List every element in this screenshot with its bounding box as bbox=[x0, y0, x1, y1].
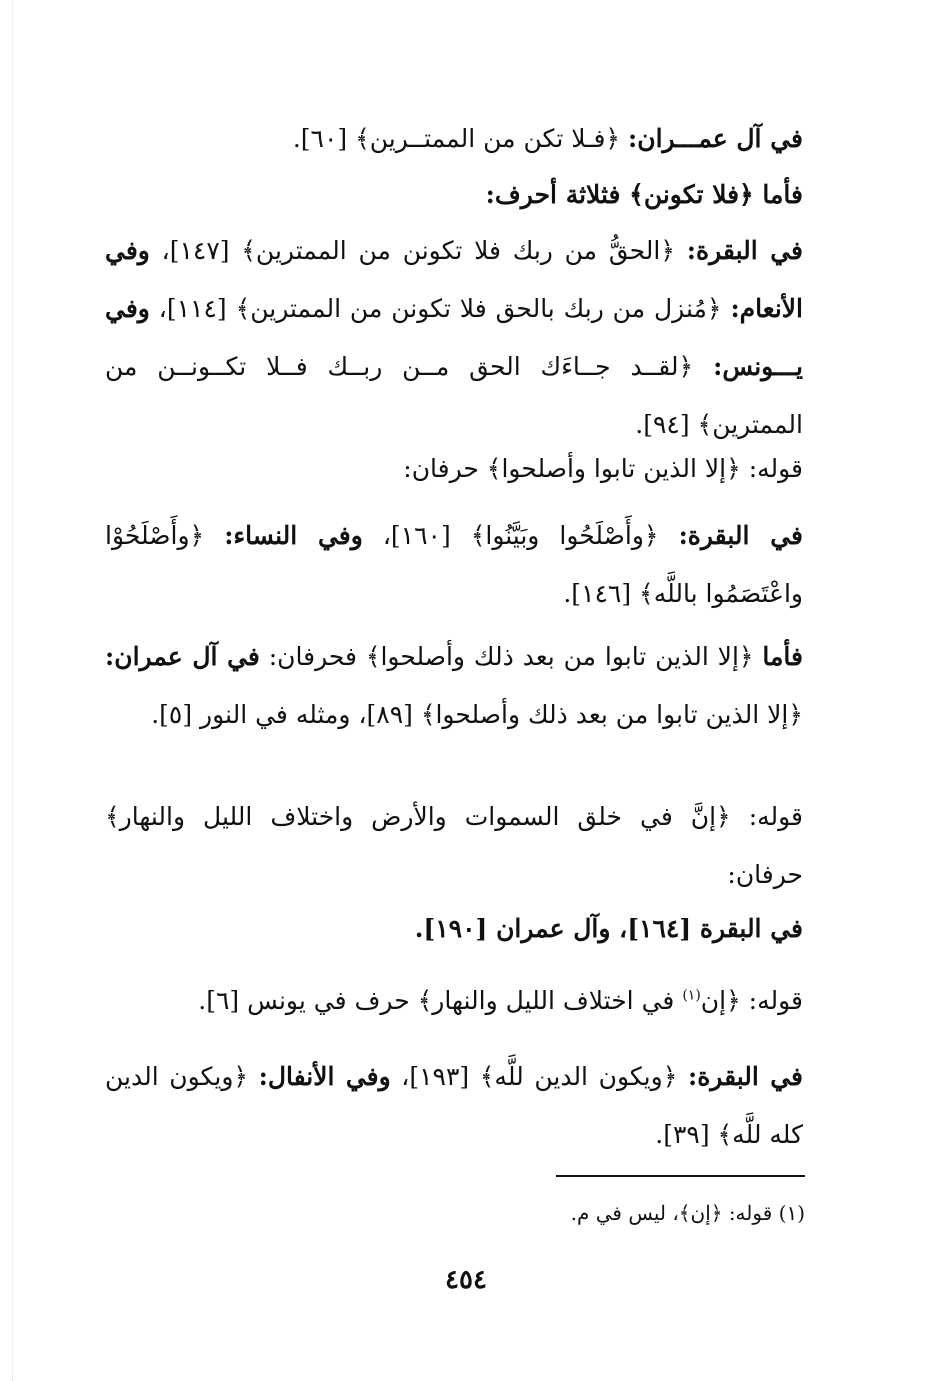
footnote: (١) قوله: ﴿إن﴾، ليس في م. bbox=[570, 1201, 805, 1225]
paragraph-3-lead2: وفي الأنعام: bbox=[105, 236, 803, 323]
paragraph-5-text: ﴿وأَصْلَحُوا وبَيَّنُوا﴾ [١٦٠]، bbox=[362, 521, 679, 550]
paragraph-5-lead: في البقرة: bbox=[678, 521, 803, 550]
paragraph-6-text: ﴿إلا الذين تابوا من بعد ذلك وأصلحوا﴾ فحرفان: bbox=[259, 642, 763, 671]
paragraph-6-lead2: في آل عمران: bbox=[105, 642, 260, 671]
paragraph-1-text: ﴿فـلا تكن من الممتــرين﴾ [٦٠]. bbox=[292, 124, 629, 153]
paragraph-3-text3: ﴿لقــد جــاءَك الحق مــن ربــك فــلا تكــونــن من الممترين﴾ [٩٤]. bbox=[105, 352, 803, 439]
paragraph-10-text2: ﴿ويكون الدين كله للَّه﴾ [٣٩]. bbox=[105, 1062, 803, 1149]
paragraph-9-text-after: في اختلاف الليل والنهار﴾ حرف في يونس [٦]. bbox=[198, 986, 683, 1015]
paragraph-1 bbox=[105, 110, 803, 168]
paragraph-9 bbox=[105, 972, 803, 1030]
paragraph-9-text: قوله: ﴿إن bbox=[700, 986, 803, 1015]
paragraph-10-text: ﴿ويكون الدين للَّه﴾ [١٩٣]، bbox=[390, 1062, 688, 1091]
paragraph-7 bbox=[105, 788, 803, 904]
paragraph-4 bbox=[105, 440, 803, 498]
paragraph-1-lead: في آل عمـــران: bbox=[628, 124, 803, 153]
paragraph-5-text2: ﴿وأَصْلَحُوْا واعْتَصَمُوا باللَّه﴾ [١٤٦]. bbox=[105, 521, 803, 608]
paragraph-10-lead: في البقرة: bbox=[687, 1062, 803, 1091]
paragraph-3-lead3: وفي يـــونس: bbox=[105, 294, 803, 381]
page-number: ٤٥٤ bbox=[445, 1265, 487, 1295]
paragraph-2 bbox=[105, 166, 803, 224]
paragraph-4-text: قوله: ﴿إلا الذين تابوا وأصلحوا﴾ حرفان: bbox=[403, 454, 803, 483]
paragraph-3-text: ﴿الحقُّ من ربك فلا تكونن من الممترين﴾ [١٤٧]، bbox=[149, 236, 687, 265]
paragraph-3-text2: ﴿مُنزل من ربك بالحق فلا تكونن من الممترين﴾ [١١٤]، bbox=[149, 294, 731, 323]
footnote-marker: (١) bbox=[682, 987, 701, 1004]
paragraph-8-lead: في البقرة [١٦٤]، وآل عمران [١٩٠]. bbox=[414, 914, 803, 943]
paragraph-8 bbox=[105, 900, 803, 958]
footnote-divider bbox=[556, 1175, 805, 1177]
paragraph-10 bbox=[105, 1048, 803, 1164]
paragraph-10-lead2: وفي الأنفال: bbox=[258, 1062, 391, 1091]
paragraph-6-lead: فأما bbox=[762, 642, 803, 671]
paragraph-5 bbox=[105, 507, 803, 623]
paragraph-3 bbox=[105, 222, 803, 454]
paragraph-6-text2: ﴿إلا الذين تابوا من بعد ذلك وأصلحوا﴾ [٨٩]، ومثله في النور [٥]. bbox=[151, 700, 803, 729]
paragraph-6 bbox=[105, 628, 803, 744]
paragraph-3-lead: في البقرة: bbox=[686, 236, 803, 265]
paragraph-7-text: قوله: ﴿إنَّ في خلق السموات والأرض واختلاف الليل والنهار﴾ حرفان: bbox=[105, 802, 803, 889]
paragraph-2-lead: فأما ﴿فلا تكونن﴾ فثلاثة أحرف: bbox=[485, 180, 803, 209]
paragraph-5-lead2: وفي النساء: bbox=[224, 521, 363, 550]
scan-margin bbox=[12, 0, 15, 1381]
